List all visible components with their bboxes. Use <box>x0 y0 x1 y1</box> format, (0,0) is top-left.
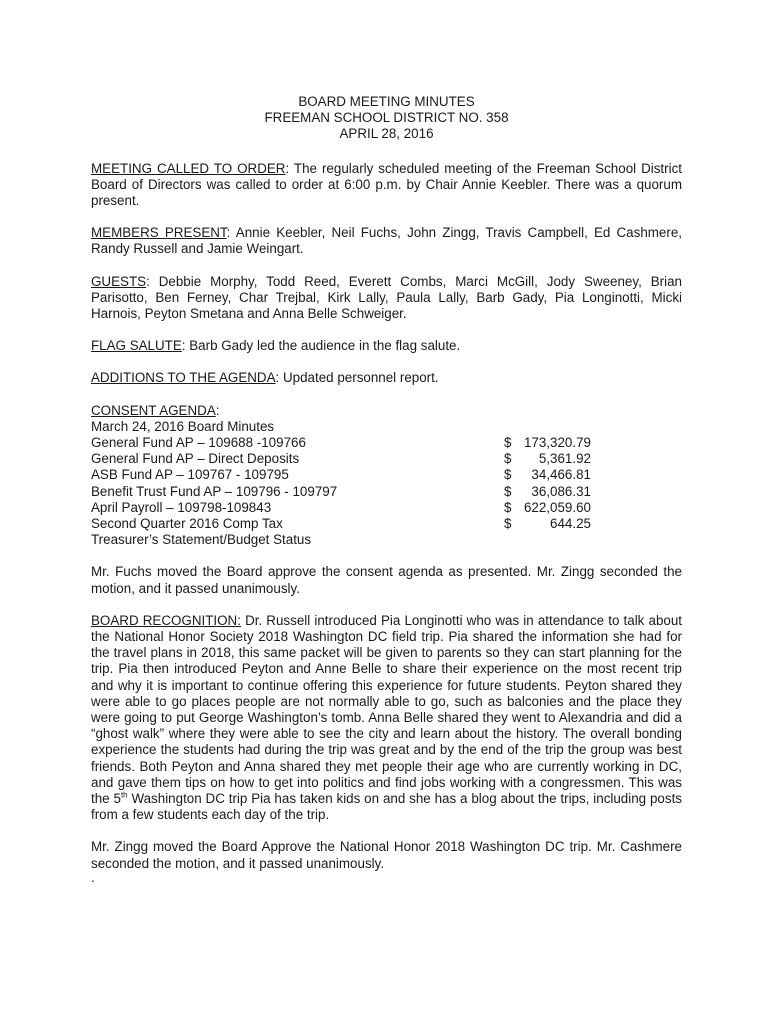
board-recognition-text: Dr. Russell introduced Pia Longinotti who was in attendance to talk about the National Honor Society 2018 Washington DC field trip. Pia shared the information she had for the travel plans in 2018, this same packet will be given to parents so they can start planning for the trip. Pia then introduced Peyton and Anne Belle to share their experience on the most recent trip and why it is important to continue offering this experience for future students. Peyton shared they were able to go places people are not normally able to go, such as balconies and the place they were going to put George Washington’s tomb. Anna Belle shared they went to Alexandria and did a “ghost walk” where they were able to see the city and learn about the history. The overall bonding experience the students had during the trip was great and by the end of the trip the group was best friends. Both Peyton and Anna shared they met people their age who are currently working in DC, and gave them tips on how to get into politics and find jobs working with a congressmen. This was the 5 <box>91 612 683 806</box>
consent-item-label: General Fund AP – 109688 -109766 <box>91 435 306 451</box>
document-title: BOARD MEETING MINUTES <box>298 94 475 109</box>
called-to-order-label: MEETING CALLED TO ORDER <box>91 160 286 176</box>
consent-item <box>91 484 682 500</box>
members-present-text: : Annie Keebler, Neil Fuchs, John Zingg, Travis Campbell, Ed Cashmere, Randy Russell and Jamie Weingart. <box>91 225 682 257</box>
consent-item-currency: $ <box>504 467 512 483</box>
consent-item <box>91 516 682 532</box>
additions-text: : Updated personnel report. <box>275 370 439 386</box>
consent-item-currency: $ <box>504 435 512 451</box>
consent-item-currency: $ <box>504 451 512 467</box>
consent-item-label: Benefit Trust Fund AP – 109796 - 109797 <box>91 483 338 499</box>
flag-salute-section <box>91 338 682 354</box>
called-to-order-text: : The regularly scheduled meeting of the Freeman School District Board of Directors was called to order at 6:00 p.m. by Chair Annie Keebler. There was a quorum present. <box>91 160 683 209</box>
consent-item-amount: 34,466.81 <box>531 467 591 483</box>
additions-section <box>91 370 682 386</box>
flag-salute-text: : Barb Gady led the audience in the flag salute. <box>181 338 461 354</box>
consent-item-label: Treasurer’s Statement/Budget Status <box>91 532 312 548</box>
consent-item-label: ASB Fund AP – 109767 - 109795 <box>91 467 289 483</box>
board-recognition-text-end: Washington DC trip Pia has taken kids on and she has a blog about the trips, including posts from a few students each day of the trip. <box>91 790 682 823</box>
consent-item-amount: 622,059.60 <box>523 499 591 515</box>
board-recognition-section <box>91 613 682 824</box>
consent-item-amount: 173,320.79 <box>523 435 591 451</box>
document-header <box>91 94 682 143</box>
consent-item-amount: 36,086.31 <box>531 483 591 499</box>
consent-item-label: April Payroll – 109798-109843 <box>91 499 272 515</box>
consent-item <box>91 467 682 483</box>
consent-agenda-label: CONSENT AGENDA <box>91 402 216 418</box>
consent-item-currency: $ <box>504 499 512 515</box>
consent-agenda-heading <box>91 403 682 419</box>
consent-item-label: General Fund AP – Direct Deposits <box>91 451 300 467</box>
called-to-order-section <box>91 161 682 210</box>
consent-agenda-section <box>91 403 682 549</box>
consent-item <box>91 419 682 435</box>
consent-item-amount: 644.25 <box>550 515 591 531</box>
consent-item-amount: 5,361.92 <box>538 451 591 467</box>
guests-label: GUESTS <box>91 273 147 289</box>
consent-item-label: Second Quarter 2016 Comp Tax <box>91 515 283 531</box>
consent-item <box>91 532 682 548</box>
guests-section <box>91 274 682 323</box>
members-present-label: MEMBERS PRESENT <box>91 225 227 241</box>
consent-item-currency: $ <box>504 515 512 531</box>
consent-item <box>91 500 682 516</box>
meeting-date: APRIL 28, 2016 <box>339 126 434 142</box>
ordinal-suffix: th <box>120 790 128 800</box>
board-recognition-label: BOARD RECOGNITION: <box>91 612 241 628</box>
trailing-dot: . <box>91 869 95 885</box>
consent-item <box>91 435 682 451</box>
consent-motion: Mr. Fuchs moved the Board approve the consent agenda as presented. Mr. Zingg seconded the motion, and it passed unanimously. <box>91 564 682 596</box>
consent-item <box>91 451 682 467</box>
consent-agenda-colon: : <box>215 402 220 418</box>
additions-label: ADDITIONS TO THE AGENDA <box>91 370 276 386</box>
district-name: FREEMAN SCHOOL DISTRICT NO. 358 <box>264 110 509 126</box>
nhs-trip-motion: Mr. Zingg moved the Board Approve the National Honor 2018 Washington DC trip. Mr. Cashmere seconded the motion, and it passed unanimously. <box>91 839 682 871</box>
guests-text: : Debbie Morphy, Todd Reed, Everett Combs, Marci McGill, Jody Sweeney, Brian Parisotto, Ben Ferney, Char Trejbal, Kirk Lally, Paula Lally, Barb Gady, Pia Longinotti, Micki Harnois, Peyton Smetana and Anna Belle Schweiger. <box>91 273 682 322</box>
flag-salute-label: FLAG SALUTE <box>91 338 182 354</box>
consent-item-label: March 24, 2016 Board Minutes <box>91 418 275 434</box>
members-present-section <box>91 225 682 257</box>
minutes-page <box>91 94 682 886</box>
consent-item-currency: $ <box>504 483 512 499</box>
